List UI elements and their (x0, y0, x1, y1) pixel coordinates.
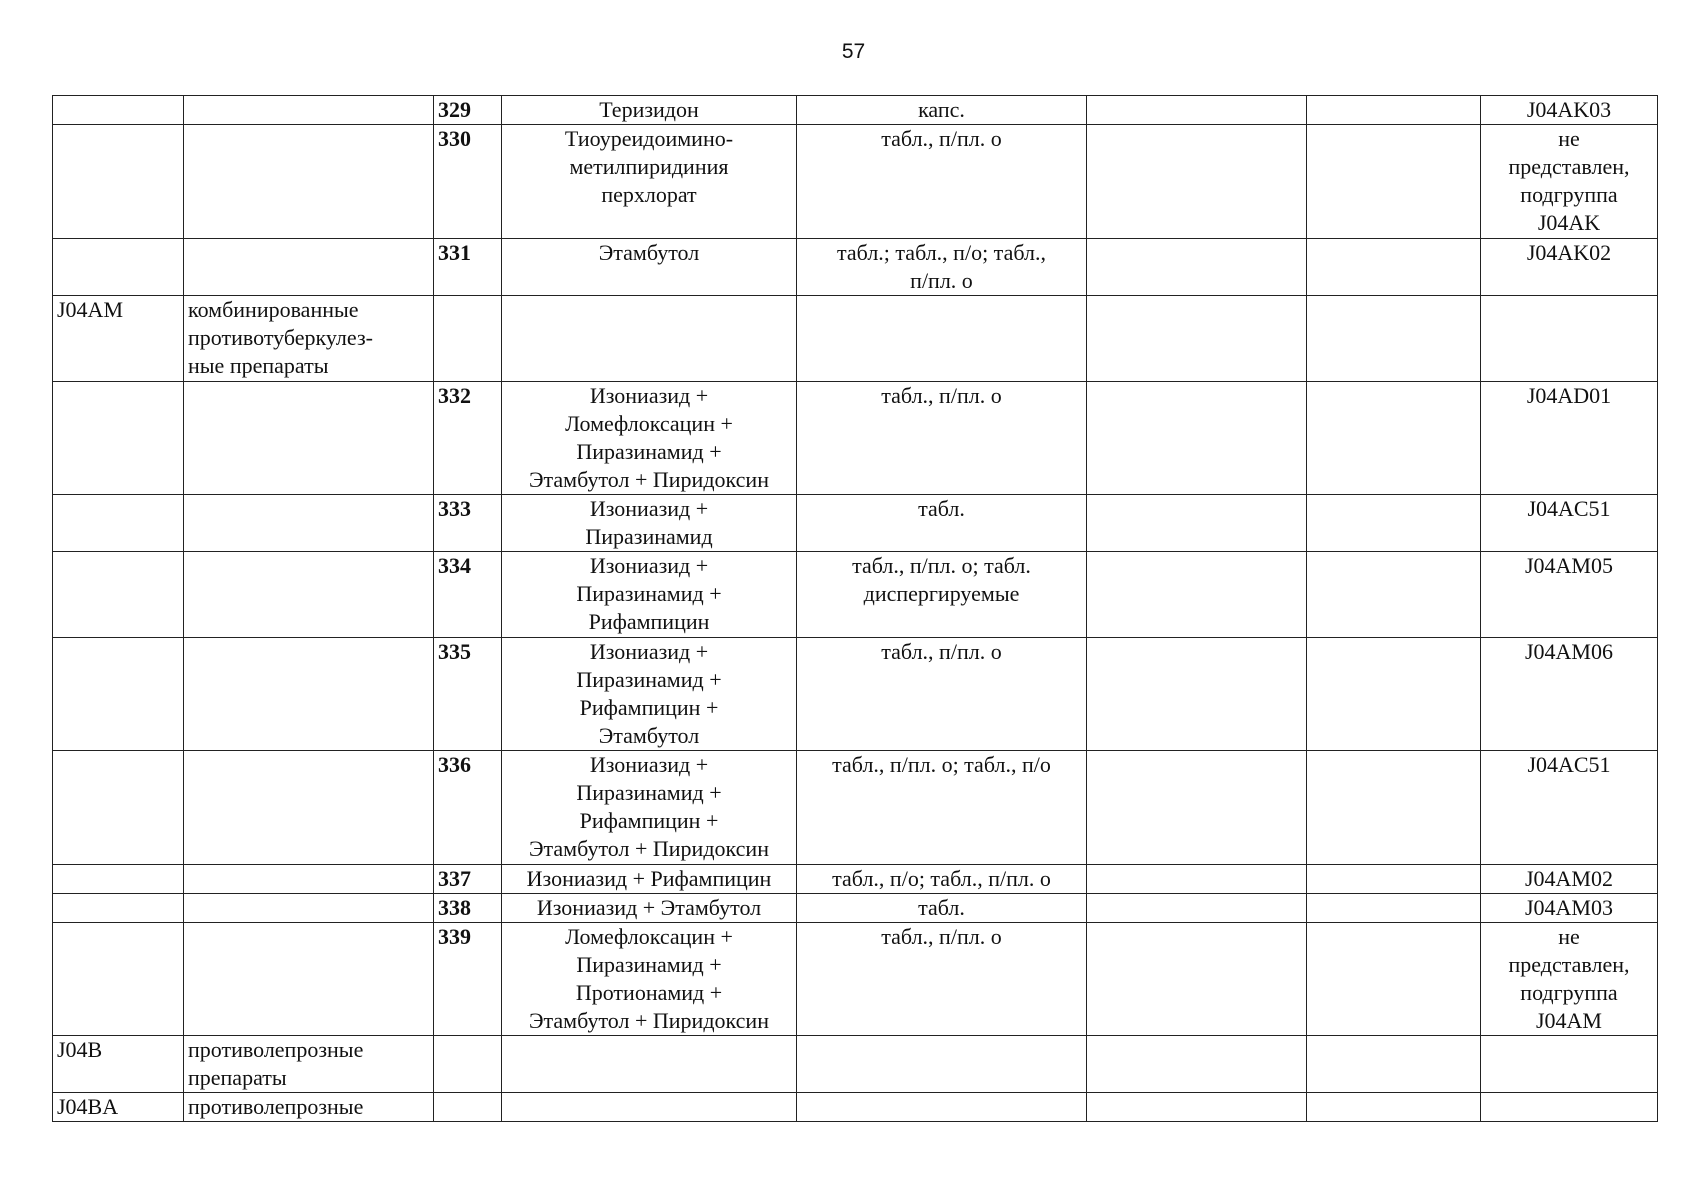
cell-group: противолепрозные препараты (184, 1036, 434, 1093)
cell-group (184, 638, 434, 751)
cell-dosage-form: табл., п/пл. о (797, 923, 1087, 1036)
cell-dosage-form (797, 1036, 1087, 1093)
cell-code (53, 96, 184, 125)
cell-empty (1087, 296, 1307, 382)
cell-code (53, 751, 184, 865)
cell-number (434, 296, 502, 382)
cell-code (53, 865, 184, 894)
cell-atc-code: J04AC51 (1481, 751, 1658, 865)
cell-empty (1307, 638, 1481, 751)
cell-number (434, 1036, 502, 1093)
table-row (53, 239, 1658, 296)
cell-number: 335 (434, 638, 502, 751)
cell-number: 330 (434, 125, 502, 239)
table-row (53, 495, 1658, 552)
cell-empty (1307, 296, 1481, 382)
drug-table (52, 95, 1658, 1122)
cell-drug-name: Тиоуреидоимино- метилпиридиния перхлорат (502, 125, 797, 239)
cell-empty (1307, 382, 1481, 495)
cell-atc-code: J04AM06 (1481, 638, 1658, 751)
cell-number: 339 (434, 923, 502, 1036)
cell-atc-code: не представлен, подгруппа J04AK (1481, 125, 1658, 239)
cell-empty (1087, 923, 1307, 1036)
cell-empty (1307, 495, 1481, 552)
cell-empty (1087, 638, 1307, 751)
cell-number: 329 (434, 96, 502, 125)
cell-empty (1087, 1093, 1307, 1122)
cell-group (184, 865, 434, 894)
cell-empty (1087, 96, 1307, 125)
table-row (53, 96, 1658, 125)
cell-dosage-form: табл., п/о; табл., п/пл. о (797, 865, 1087, 894)
cell-number: 336 (434, 751, 502, 865)
table-row (53, 1093, 1658, 1122)
cell-code: J04B (53, 1036, 184, 1093)
cell-empty (1307, 239, 1481, 296)
cell-atc-code: J04AK03 (1481, 96, 1658, 125)
cell-number: 334 (434, 552, 502, 638)
cell-empty (1087, 751, 1307, 865)
cell-dosage-form: табл., п/пл. о (797, 382, 1087, 495)
cell-empty (1307, 1093, 1481, 1122)
table-row (53, 552, 1658, 638)
cell-group (184, 382, 434, 495)
cell-drug-name (502, 1036, 797, 1093)
cell-code (53, 894, 184, 923)
cell-number: 332 (434, 382, 502, 495)
cell-empty (1087, 894, 1307, 923)
table-row (53, 894, 1658, 923)
cell-empty (1307, 1036, 1481, 1093)
cell-group: противолепрозные (184, 1093, 434, 1122)
cell-dosage-form: табл., п/пл. о; табл., п/о (797, 751, 1087, 865)
cell-atc-code (1481, 1036, 1658, 1093)
cell-drug-name (502, 296, 797, 382)
cell-empty (1087, 552, 1307, 638)
cell-code: J04AM (53, 296, 184, 382)
table-row (53, 296, 1658, 382)
cell-drug-name: Теризидон (502, 96, 797, 125)
cell-dosage-form: табл., п/пл. о; табл. диспергируемые (797, 552, 1087, 638)
cell-empty (1307, 894, 1481, 923)
cell-atc-code (1481, 1093, 1658, 1122)
cell-dosage-form: табл. (797, 894, 1087, 923)
cell-drug-name: Изониазид + Этамбутол (502, 894, 797, 923)
cell-empty (1307, 865, 1481, 894)
cell-empty (1307, 751, 1481, 865)
cell-atc-code: J04AD01 (1481, 382, 1658, 495)
cell-empty (1087, 1036, 1307, 1093)
table-row (53, 638, 1658, 751)
cell-drug-name: Этамбутол (502, 239, 797, 296)
cell-drug-name: Изониазид + Пиразинамид + Рифампицин + Этамбутол + Пиридоксин (502, 751, 797, 865)
cell-code: J04BA (53, 1093, 184, 1122)
cell-dosage-form: табл.; табл., п/о; табл., п/пл. о (797, 239, 1087, 296)
table-row (53, 382, 1658, 495)
cell-group (184, 751, 434, 865)
cell-code (53, 382, 184, 495)
cell-atc-code: не представлен, подгруппа J04AM (1481, 923, 1658, 1036)
cell-code (53, 495, 184, 552)
cell-dosage-form: табл., п/пл. о (797, 638, 1087, 751)
cell-empty (1307, 96, 1481, 125)
page-number: 57 (841, 40, 866, 63)
table-row (53, 125, 1658, 239)
cell-empty (1307, 923, 1481, 1036)
cell-number (434, 1093, 502, 1122)
cell-empty (1087, 239, 1307, 296)
cell-code (53, 923, 184, 1036)
cell-drug-name: Изониазид + Пиразинамид + Рифампицин + Этамбутол (502, 638, 797, 751)
cell-code (53, 239, 184, 296)
cell-group (184, 96, 434, 125)
table-row (53, 923, 1658, 1036)
cell-atc-code: J04AM05 (1481, 552, 1658, 638)
cell-group (184, 495, 434, 552)
cell-drug-name: Изониазид + Пиразинамид + Рифампицин (502, 552, 797, 638)
cell-empty (1307, 125, 1481, 239)
cell-dosage-form: капс. (797, 96, 1087, 125)
cell-group (184, 894, 434, 923)
cell-atc-code (1481, 296, 1658, 382)
cell-atc-code: J04AM03 (1481, 894, 1658, 923)
cell-number: 337 (434, 865, 502, 894)
cell-dosage-form (797, 1093, 1087, 1122)
cell-group: комбинированные противотуберкулез- ные препараты (184, 296, 434, 382)
cell-drug-name: Ломефлоксацин + Пиразинамид + Протионамид + Этамбутол + Пиридоксин (502, 923, 797, 1036)
cell-empty (1087, 865, 1307, 894)
cell-atc-code: J04AK02 (1481, 239, 1658, 296)
cell-atc-code: J04AM02 (1481, 865, 1658, 894)
cell-dosage-form (797, 296, 1087, 382)
cell-drug-name: Изониазид + Рифампицин (502, 865, 797, 894)
cell-drug-name: Изониазид + Пиразинамид (502, 495, 797, 552)
cell-number: 338 (434, 894, 502, 923)
table-row (53, 865, 1658, 894)
cell-dosage-form: табл., п/пл. о (797, 125, 1087, 239)
cell-empty (1087, 382, 1307, 495)
cell-group (184, 239, 434, 296)
table-row (53, 751, 1658, 865)
cell-number: 331 (434, 239, 502, 296)
table-row (53, 1036, 1658, 1093)
cell-drug-name: Изониазид + Ломефлоксацин + Пиразинамид + Этамбутол + Пиридоксин (502, 382, 797, 495)
cell-empty (1087, 125, 1307, 239)
cell-group (184, 125, 434, 239)
cell-code (53, 125, 184, 239)
cell-group (184, 552, 434, 638)
cell-dosage-form: табл. (797, 495, 1087, 552)
cell-empty (1307, 552, 1481, 638)
cell-code (53, 552, 184, 638)
cell-code (53, 638, 184, 751)
cell-drug-name (502, 1093, 797, 1122)
cell-atc-code: J04AC51 (1481, 495, 1658, 552)
cell-number: 333 (434, 495, 502, 552)
cell-empty (1087, 495, 1307, 552)
cell-group (184, 923, 434, 1036)
